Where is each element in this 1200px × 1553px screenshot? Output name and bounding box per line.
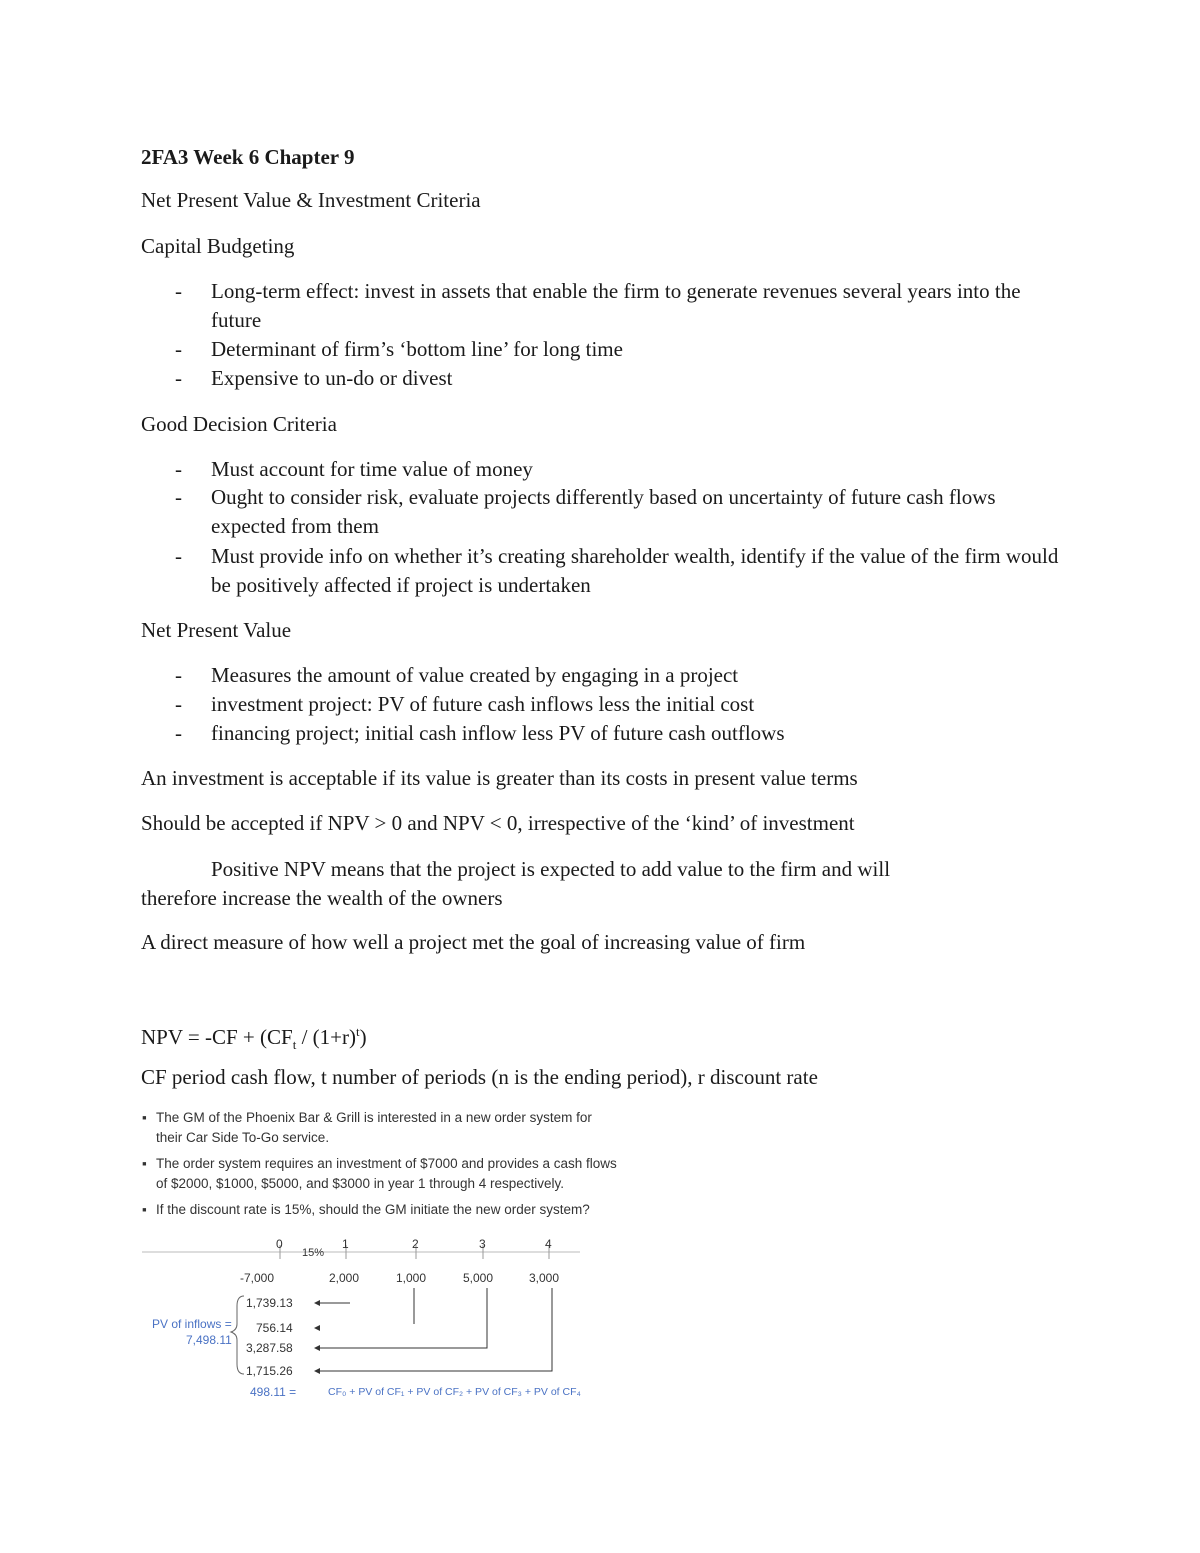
- list-item: investment project: PV of future cash inflows less the initial cost: [211, 692, 755, 716]
- bullet-marker: -: [175, 337, 182, 361]
- timeline-diagram: [140, 1106, 620, 1406]
- document-title: 2FA3 Week 6 Chapter 9: [141, 145, 355, 169]
- cash-flow-value: 2,000: [329, 1271, 360, 1285]
- section-heading-decision-criteria: Good Decision Criteria: [141, 412, 337, 436]
- brace-icon: [231, 1296, 244, 1374]
- paragraph: An investment is acceptable if its value is greater than its costs in present value terms: [141, 766, 858, 790]
- formula-part: NPV = -CF + (CF: [141, 1025, 293, 1049]
- list-item: financing project; initial cash inflow less PV of future cash outflows: [211, 721, 785, 745]
- formula-superscript: t: [355, 1024, 360, 1039]
- question-text: If the discount rate is 15%, should the GM initiate the new order system?: [156, 1202, 590, 1217]
- period-label: 3: [479, 1237, 486, 1251]
- present-value: 3,287.58: [246, 1341, 293, 1355]
- npv-example-figure: [140, 1106, 620, 1406]
- present-value: 1,715.26: [246, 1364, 293, 1378]
- bullet-marker: -: [175, 279, 182, 303]
- formula-legend: CF period cash flow, t number of periods (n is the ending period), r discount rate: [141, 1065, 818, 1089]
- formula-subscript: t: [292, 1037, 297, 1053]
- period-label: 0: [276, 1237, 283, 1251]
- npv-expression: CF₀ + PV of CF₁ + PV of CF₂ + PV of CF₃ + PV of CF₄: [328, 1386, 581, 1398]
- paragraph: therefore increase the wealth of the owners: [141, 886, 503, 910]
- list-item: Long-term effect: invest in assets that enable the firm to generate revenues several years into the future: [211, 279, 1021, 332]
- bullet-marker: -: [175, 692, 182, 716]
- arrow-line: [316, 1288, 552, 1371]
- cash-flow-value: 3,000: [529, 1271, 560, 1285]
- pv-inflows-label: PV of inflows =: [152, 1317, 232, 1331]
- question-text: The order system requires an investment of $7000 and provides a cash flows of $2000, $1000, $5000, and $3000 in year 1 through 4 respectively.: [156, 1156, 617, 1191]
- arrow-line: [316, 1288, 487, 1348]
- list-item: Must account for time value of money: [211, 457, 533, 481]
- list-item: Must provide info on whether it’s creating shareholder wealth, identify if the value of the firm would be positively affected if project is undertaken: [211, 544, 1059, 597]
- discount-rate-label: 15%: [302, 1247, 325, 1259]
- arrow-head-icon: [314, 1325, 320, 1331]
- cash-flow-value: -7,000: [240, 1271, 275, 1285]
- section-heading-npv: Net Present Value: [141, 618, 292, 642]
- bullet-marker: -: [175, 366, 182, 390]
- npv-result: 498.11 =: [250, 1385, 297, 1399]
- document-subtitle: Net Present Value & Investment Criteria: [141, 188, 481, 212]
- cash-flow-value: 1,000: [396, 1271, 427, 1285]
- list-item: Determinant of firm’s ‘bottom line’ for long time: [211, 337, 623, 361]
- bullet-marker: -: [175, 485, 182, 509]
- bullet-marker: -: [175, 544, 182, 568]
- npv-formula: [141, 1018, 367, 1059]
- formula-part: / (1+r): [296, 1025, 356, 1049]
- bullet-marker: -: [175, 721, 182, 745]
- arrow-head-icon: [314, 1368, 320, 1374]
- period-label: 1: [342, 1237, 349, 1251]
- list-item: Ought to consider risk, evaluate projects differently based on uncertainty of future cash flows expected from them: [211, 485, 996, 538]
- paragraph: A direct measure of how well a project met the goal of increasing value of firm: [141, 930, 806, 954]
- cash-flow-value: 5,000: [463, 1271, 494, 1285]
- paragraph: Should be accepted if NPV > 0 and NPV < 0, irrespective of the ‘kind’ of investment: [141, 811, 855, 835]
- list-item: Measures the amount of value created by engaging in a project: [211, 663, 739, 687]
- bullet-dot-icon: ▪: [142, 1156, 147, 1171]
- period-label: 4: [545, 1237, 552, 1251]
- paragraph: Positive NPV means that the project is expected to add value to the firm and will: [211, 857, 891, 881]
- arrow-head-icon: [314, 1300, 320, 1306]
- present-value: 1,739.13: [246, 1296, 293, 1310]
- bullet-dot-icon: ▪: [142, 1202, 147, 1217]
- present-value: 756.14: [256, 1321, 293, 1335]
- arrow-head-icon: [314, 1345, 320, 1351]
- question-text: The GM of the Phoenix Bar & Grill is interested in a new order system for their Car Side To-Go service.: [156, 1110, 592, 1145]
- bullet-marker: -: [175, 663, 182, 687]
- pv-inflows-total: 7,498.11: [186, 1333, 232, 1347]
- formula-part: ): [359, 1025, 367, 1049]
- bullet-dot-icon: ▪: [142, 1110, 147, 1125]
- section-heading-capital-budgeting: Capital Budgeting: [141, 234, 295, 258]
- list-item: Expensive to un-do or divest: [211, 366, 453, 390]
- period-label: 2: [412, 1237, 419, 1251]
- bullet-marker: -: [175, 457, 182, 481]
